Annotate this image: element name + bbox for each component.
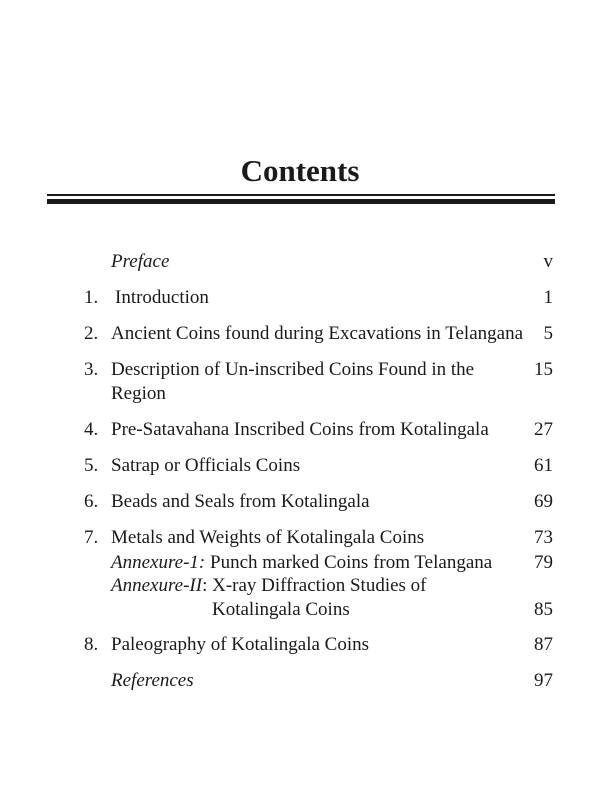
entry-page: 79 <box>534 552 553 573</box>
entry-label: Ancient Coins found during Excavations in Telangana <box>111 323 524 344</box>
entry-number: 5. <box>84 455 99 476</box>
entry-page: 15 <box>534 359 553 380</box>
title-rule-thick <box>47 199 555 204</box>
entry-page: 69 <box>534 491 553 512</box>
entry-label-line2: Region <box>111 383 166 404</box>
entry-page: 5 <box>543 323 553 344</box>
toc-entry[interactable] <box>0 633 600 657</box>
title-rule-thin <box>47 194 555 196</box>
toc-entry[interactable] <box>0 454 600 478</box>
toc-entry[interactable] <box>0 358 600 382</box>
toc-entry-preface[interactable] <box>0 250 600 274</box>
entry-label: Introduction <box>115 287 209 308</box>
entry-label: Paleography of Kotalingala Coins <box>111 634 370 655</box>
entry-page: 97 <box>534 670 553 691</box>
toc-entry[interactable] <box>0 418 600 442</box>
toc-entry[interactable] <box>0 322 600 346</box>
toc-entry-continuation <box>0 598 600 622</box>
entry-number: 8. <box>84 634 99 655</box>
entry-page: 1 <box>543 287 553 308</box>
page-title: Contents <box>240 153 360 188</box>
toc-entry[interactable] <box>0 490 600 514</box>
entry-label: Metals and Weights of Kotalingala Coins <box>111 527 425 548</box>
entry-number: 6. <box>84 491 99 512</box>
toc-entry-continuation <box>0 382 600 406</box>
entry-page: 61 <box>534 455 553 476</box>
entry-number: 4. <box>84 419 99 440</box>
entry-label: Satrap or Officials Coins <box>111 455 301 476</box>
entry-label-line2: Kotalingala Coins <box>212 599 350 620</box>
entry-label: References <box>111 670 194 691</box>
annexure-prefix: Annexure-II <box>111 575 203 596</box>
entry-page: 73 <box>534 527 553 548</box>
entry-page: 87 <box>534 634 553 655</box>
entry-number: 7. <box>84 527 99 548</box>
entry-label: Pre-Satavahana Inscribed Coins from Kotalingala <box>111 419 489 440</box>
toc-entry-references[interactable] <box>0 669 600 693</box>
entry-label: Preface <box>111 251 170 272</box>
toc-entry[interactable] <box>0 286 600 310</box>
toc-entry-annexure-2[interactable] <box>0 574 600 598</box>
annexure-prefix: Annexure-1: <box>111 552 206 573</box>
entry-label: : X-ray Diffraction Studies of <box>202 575 427 596</box>
entry-number: 1. <box>84 287 99 308</box>
entry-number: 2. <box>84 323 99 344</box>
entry-page: 85 <box>534 599 553 620</box>
entry-label: Beads and Seals from Kotalingala <box>111 491 370 512</box>
entry-page: 27 <box>534 419 553 440</box>
entry-label: Description of Un-inscribed Coins Found in the <box>111 359 475 380</box>
toc-entry-annexure-1[interactable] <box>0 551 600 575</box>
entry-label: Punch marked Coins from Telangana <box>205 552 493 573</box>
entry-number: 3. <box>84 359 99 380</box>
entry-page: v <box>543 251 553 272</box>
toc-entry[interactable] <box>0 526 600 550</box>
